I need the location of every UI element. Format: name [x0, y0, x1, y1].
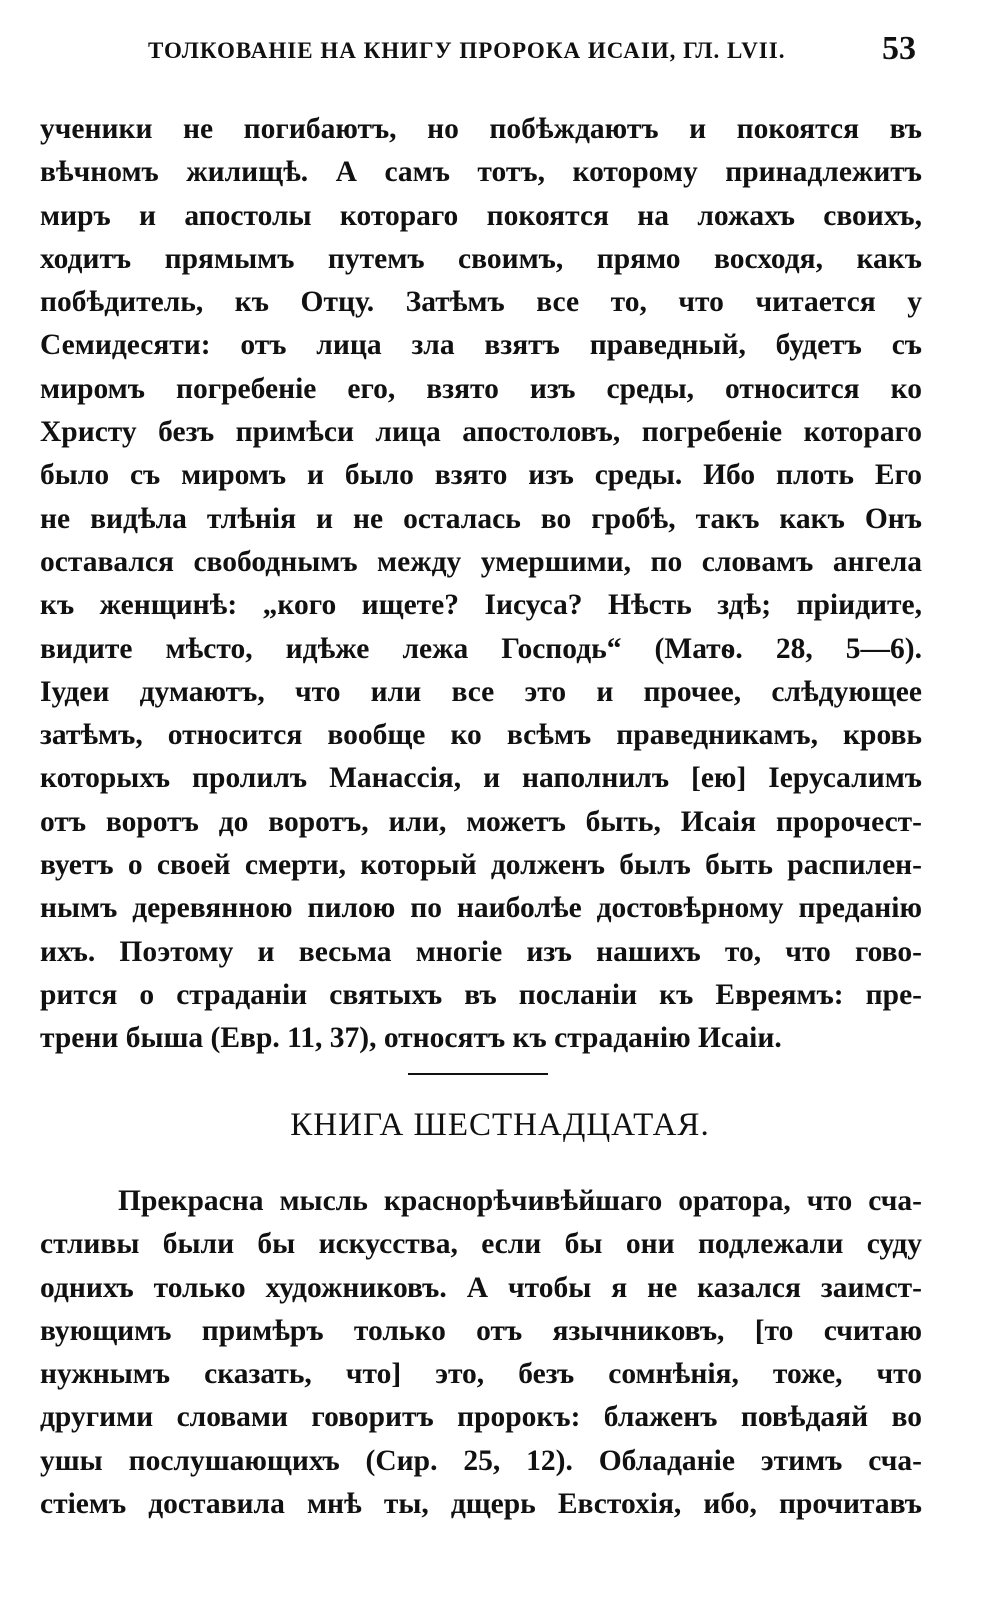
text-line: Семидесяти: отъ лица зла взятъ праведный, будетъ съ	[40, 329, 922, 362]
text-line: рится о страданіи святыхъ въ посланіи къ Евреямъ: пре-	[40, 978, 922, 1011]
text-line: ходитъ прямымъ путемъ своимъ, прямо восходя, какъ	[40, 242, 922, 275]
text-line: трени быша (Евр. 11, 37), относятъ къ страданію Исаіи.	[40, 1022, 782, 1055]
text-line: которыхъ пролилъ Манассія, и наполнилъ [ею] Іерусалимъ	[40, 762, 922, 795]
text-line: было съ миромъ и было взято изъ среды. Ибо плоть Его	[40, 459, 922, 492]
text-line: ушы послушающихъ (Сир. 25, 12). Обладаніе этимъ сча-	[40, 1444, 922, 1477]
page-number: 53	[882, 30, 916, 67]
text-line: нымъ деревянною пилою по наиболѣе достовѣрному преданію	[40, 892, 922, 925]
text-line: стіемъ доставила мнѣ ты, дщерь Евстохія, ибо, прочитавъ	[40, 1488, 922, 1521]
book-heading: КНИГА ШЕСТНАДЦАТАЯ.	[290, 1107, 710, 1143]
text-line: вуетъ о своей смерти, который долженъ былъ быть распилен-	[40, 849, 922, 882]
book-sixteen-text	[40, 1180, 922, 1526]
text-line: Прекрасна мысль краснорѣчивѣйшаго оратора, что сча-	[118, 1185, 922, 1217]
text-line: вѣчномъ жилищѣ. А самъ тотъ, которому принадлежитъ	[40, 156, 922, 189]
text-line: видите мѣсто, идѣже лежа Господь“ (Матѳ. 28, 5—6).	[40, 632, 922, 665]
text-line: вующимъ примѣръ только отъ язычниковъ, [то считаю	[40, 1314, 922, 1347]
text-line: Іудеи думаютъ, что или все это и прочее, слѣдующее	[40, 675, 922, 708]
text-line: миромъ погребеніе его, взято изъ среды, относится ко	[40, 372, 922, 405]
commentary-continuation	[40, 108, 922, 1061]
text-line: побѣдитель, къ Отцу. Затѣмъ все то, что читается у	[40, 286, 922, 319]
text-line: ученики не погибаютъ, но побѣждаютъ и покоятся въ	[40, 113, 922, 145]
section-divider	[408, 1073, 548, 1075]
text-line: миръ и апостолы котораго покоятся на ложахъ своихъ,	[40, 199, 922, 232]
text-line: не видѣла тлѣнія и не осталась во гробѣ, такъ какъ Онъ	[40, 502, 922, 535]
text-line: Христу безъ примѣси лица апостоловъ, погребеніе котораго	[40, 416, 922, 449]
running-title: ТОЛКОВАНІЕ НА КНИГУ ПРОРОКА ИСАІИ, ГЛ. LVII.	[148, 38, 786, 63]
text-line: нужнымъ сказать, что] это, безъ сомнѣнія, тоже, что	[40, 1358, 922, 1391]
text-line: другими словами говоритъ пророкъ: блаженъ повѣдаяй во	[40, 1401, 922, 1434]
text-line: затѣмъ, относится вообще ко всѣмъ праведникамъ, кровь	[40, 719, 922, 752]
text-line: ихъ. Поэтому и весьма многіе изъ нашихъ то, что гово-	[40, 935, 922, 968]
text-line: отъ воротъ до воротъ, или, можетъ быть, Исаія пророчест-	[40, 805, 922, 838]
text-line: къ женщинѣ: „кого ищете? Іисуса? Нѣсть здѣ; пріидите,	[40, 589, 922, 622]
text-line: однихъ только художниковъ. А чтобы я не казался заимст-	[40, 1271, 922, 1304]
text-line: стливы были бы искусства, если бы они подлежали суду	[40, 1228, 922, 1261]
text-line: оставался свободнымъ между умершими, по словамъ ангела	[40, 545, 922, 578]
